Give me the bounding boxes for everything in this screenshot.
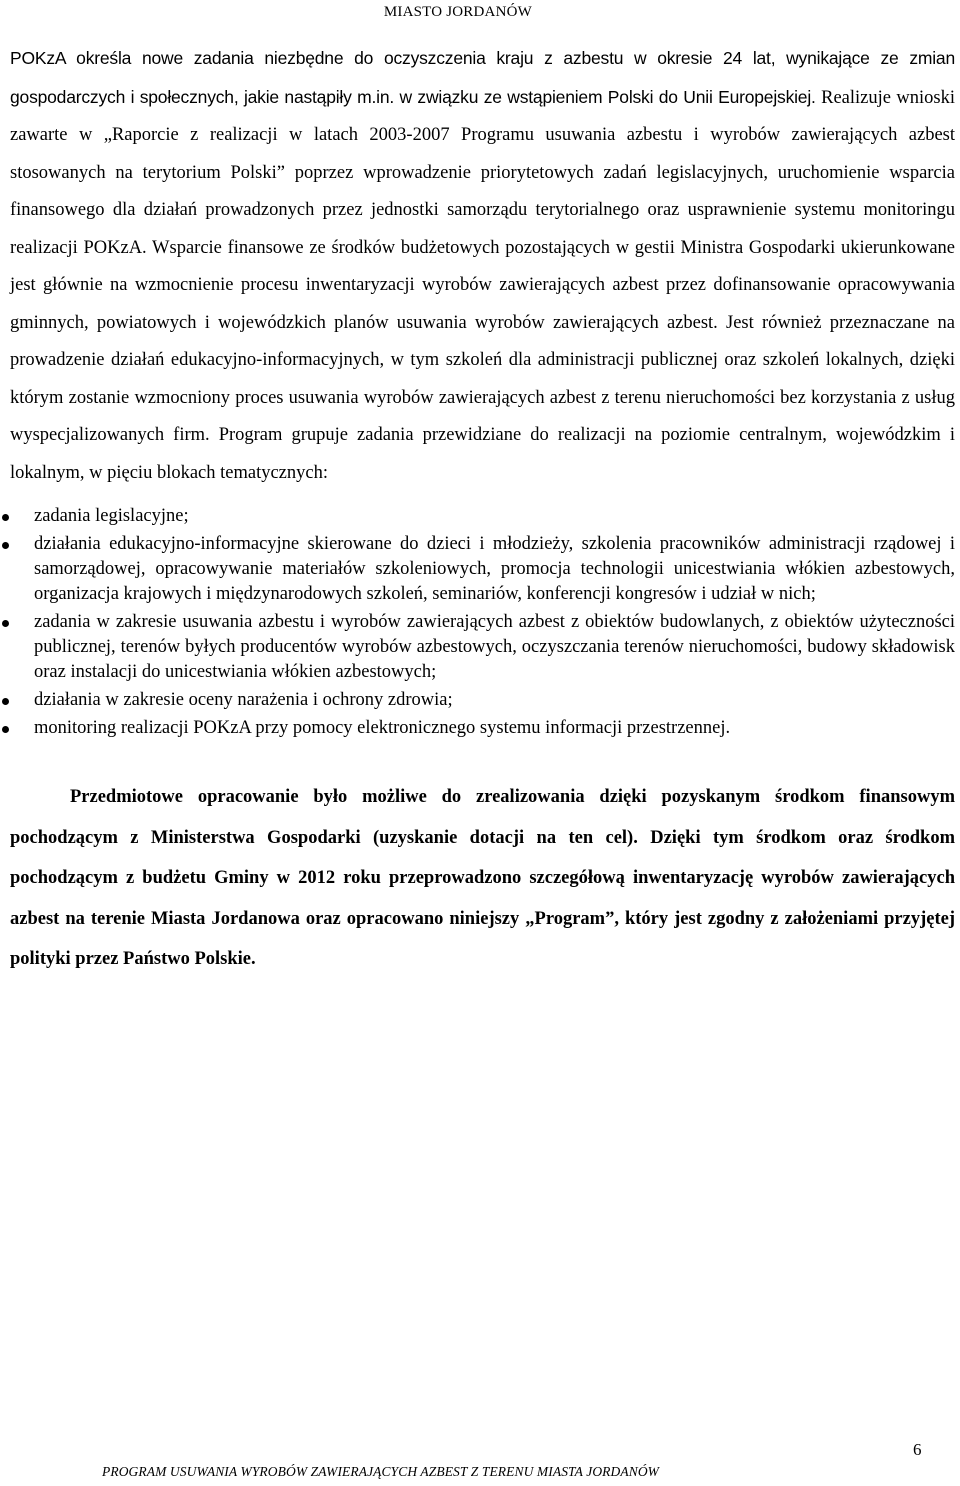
list-item-text: monitoring realizacji POKzA przy pomocy elektronicznego systemu informacji przestrzennej. bbox=[34, 718, 731, 738]
list-item-text: działania edukacyjno-informacyjne skierowane do dzieci i młodzieży, szkolenia pracowników administracji rządowej i samorządowej, opracowywanie materiałów szkoleniowych, promocja technologii unicestwiania włókien azbestowych, organizacja krajowych i międzynarodowych szkoleń, seminariów, konferencji kongresów i udział w nich; bbox=[34, 534, 955, 604]
list-item bbox=[10, 504, 955, 529]
bullet-icon bbox=[2, 542, 9, 549]
bullet-icon bbox=[2, 514, 9, 521]
list-item-text: zadania w zakresie usuwania azbestu i wyrobów zawierających azbest z obiektów budowlanych, z obiektów użyteczności publicznej, terenów byłych producentów wyrobów azbestowych, oczyszczania terenów nieruchomości, budowy składowisk oraz instalacji do unicestwiania włókien azbestowych; bbox=[34, 612, 955, 682]
main-text: Realizuje wnioski zawarte w „Raporcie z realizacji w latach 2003-2007 Programu usuwania azbestu i wyrobów zawierających azbest stosowanych na terytorium Polski” poprzez wprowadzenie priorytetowych zadań legislacyjnych, uruchomienie wsparcia finansowego dla działań prowadzonych przez jednostki samorządu terytorialnego oraz usprawnienie systemu monitoringu realizacji POKzA. Wsparcie finansowe ze środków budżetowych pozostających w gestii Ministra Gospodarki ukierunkowane jest głównie na wzmocnienie procesu inwentaryzacji wyrobów zawierających azbest przez dofinansowanie opracowywania gminnych, powiatowych i wojewódzkich planów usuwania wyrobów zawierających azbest. Jest również przeznaczane na prowadzenie działań edukacyjno-informacyjnych, w tym szkoleń dla administracji publicznej oraz szkoleń lokalnych, dzięki którym zostanie wzmocniony proces usuwania wyrobów zawierających azbest z terenu nieruchomości bez korzystania z usług wyspecjalizowanych firm. Program grupuje zadania przewidziane do realizacji na poziomie centralnym, wojewódzkim i lokalnym, w pięciu blokach tematycznych: bbox=[10, 87, 955, 483]
list-item bbox=[10, 532, 955, 607]
thematic-blocks-list bbox=[10, 504, 955, 741]
page-number: 6 bbox=[913, 1440, 922, 1459]
body-paragraph bbox=[10, 40, 955, 492]
list-item bbox=[10, 716, 955, 741]
bullet-icon bbox=[2, 698, 9, 705]
bullet-icon bbox=[2, 726, 9, 733]
page-header: MIASTO JORDANÓW bbox=[383, 4, 532, 20]
list-item-text: zadania legislacyjne; bbox=[34, 506, 189, 526]
bullet-icon bbox=[2, 620, 9, 627]
intro-text: POKzA określa nowe zadania niezbędne do oczyszczenia kraju z azbestu w okresie 24 lat, wynikające ze zmian gospodarczych i społecznych, jakie nastąpiły m.in. w związku ze wstąpieniem Polski do Unii Europejskiej. bbox=[10, 48, 955, 107]
page-footer: PROGRAM USUWANIA WYROBÓW ZAWIERAJĄCYCH AZBEST Z TERENU MIASTA JORDANÓW bbox=[102, 1464, 660, 1479]
list-item bbox=[10, 610, 955, 685]
list-item bbox=[10, 688, 955, 713]
closing-paragraph: Przedmiotowe opracowanie było możliwe do zrealizowania dzięki pozyskanym środkom finansowym pochodzącym z Ministerstwa Gospodarki (uzyskanie dotacji na ten cel). Dzięki tym środkom oraz środkom pochodzącym z budżetu Gminy w 2012 roku przeprowadzono szczegółową inwentaryzację wyrobów zawierających azbest na terenie Miasta Jordanowa oraz opracowano niniejszy „Program”, który jest zgodny z założeniami przyjętej polityki przez Państwo Polskie. bbox=[10, 787, 955, 969]
document-body bbox=[10, 40, 955, 980]
list-item-text: działania w zakresie oceny narażenia i ochrony zdrowia; bbox=[34, 690, 453, 710]
